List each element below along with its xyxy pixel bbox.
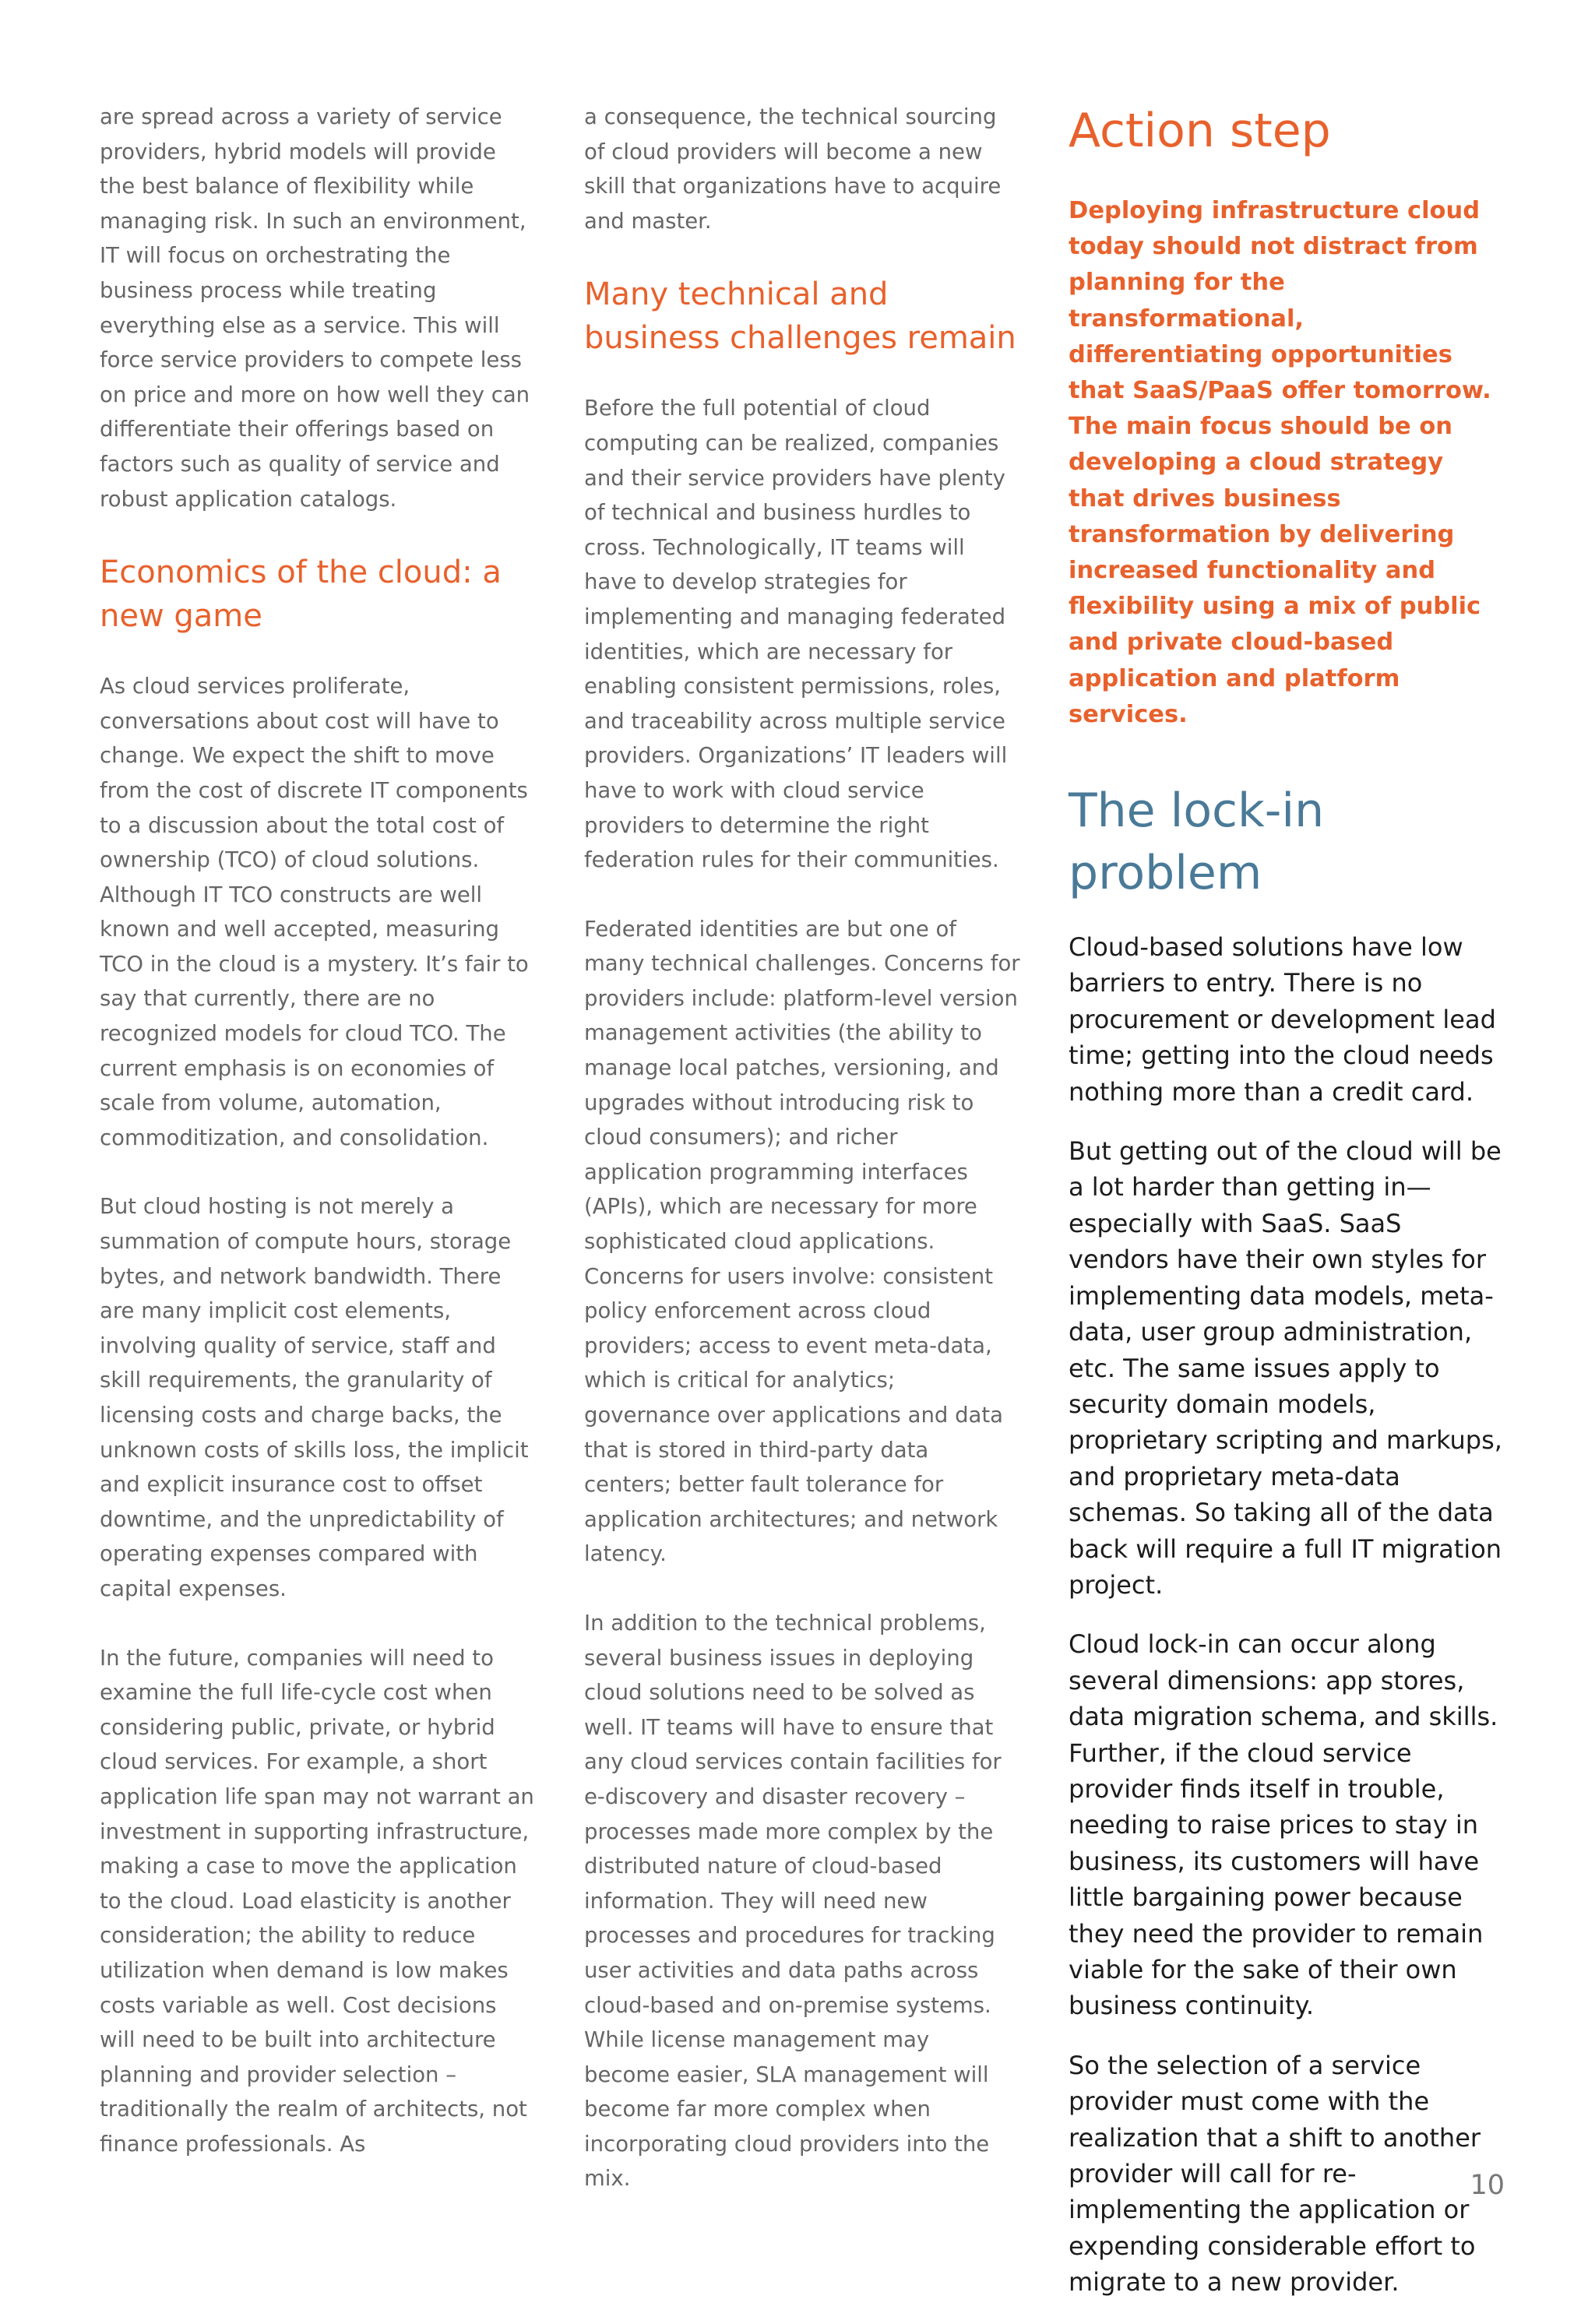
col2-paragraph-4: In addition to the technical problems, several business issues in deploying cloud solutions need to be solved as well. IT teams will have to ensure that any cloud services contain facilities for e-discovery and disaster recovery – processes made more complex by the distributed nature of cloud-based information. They will need new processes and procedures for tracking user activities and data paths across cloud-based and on-premise systems. While license management may become easier, SLA management will become far more complex when incorporating cloud providers into the mix. [584, 1610, 1002, 2192]
col1-paragraph-2: As cloud services proliferate, conversations about cost will have to change. We expect the shift to move from the cost of discrete IT components to a discussion about the total cost of ownership (TCO) of cloud solutions. Although IT TCO constructs are well known and well accepted, measuring TCO in the cloud is a mystery. It’s fair to say that currently, there are no recognized models for cloud TCO. The current emphasis is on economies of scale from volume, automation, commoditization, and consolidation. [100, 674, 529, 1150]
action-step-heading: Action step [1069, 104, 1331, 158]
col1-paragraph-1: are spread across a variety of service providers, hybrid models will provide the best balance of flexibility while managing risk. In such an environment, IT will focus on orchestrating the business process while treating everything else as a service. This will force service providers to compete less on price and more on how well they can differentiate their offerings based on factors such as quality of service and robust application catalogs. [100, 104, 530, 512]
col3-paragraph-2: But getting out of the cloud will be a lot harder than getting in—especially with SaaS. SaaS vendors have their own styles for implementing data models, meta-data, user group administration, etc. The same issues apply to security domain models, proprietary scripting and markups, and proprietary meta-data schemas. So taking all of the data back will require a full IT migration project. [1069, 1136, 1502, 1600]
col3-paragraph-1: Cloud-based solutions have low barriers to entry. There is no procurement or development lead time; getting into the cloud needs nothing more than a credit card. [1069, 932, 1496, 1107]
col3-paragraph-4: So the selection of a service provider must come with the realization that a shift to another provider will call for re-implementing the application or expending considerable effort to migrate to a new provider. [1069, 2050, 1481, 2298]
col2-paragraph-2: Before the full potential of cloud computing can be realized, companies and their service providers have plenty of technical and business hurdles to cross. Technologically, IT teams will have to develop strategies for implementing and managing federated identities, which are necessary for enabling consistent permissions, roles, and traceability across multiple service providers. Organizations’ IT leaders will have to work with cloud service providers to determine the right federation rules for their communities. [584, 396, 1008, 873]
lock-in-heading: The lock-in problem [1069, 783, 1325, 901]
economics-heading: Economics of the cloud: a new game [100, 555, 502, 635]
column-2 [584, 100, 1020, 2231]
col2-paragraph-3: Federated identities are but one of many technical challenges. Concerns for providers include: platform-level version management activities (the ability to manage local patches, versioning, and upgrades without introducing risk to cloud consumers); and richer application programming interfaces (APIs), which are necessary for more sophisticated cloud applications. Concerns for users involve: consistent policy enforcement across cloud providers; access to event meta-data, which is critical for analytics; governance over applications and data that is stored in third-party data centers; better fault tolerance for application architectures; and network latency. [584, 916, 1020, 1567]
col2-paragraph-1: a consequence, the technical sourcing of cloud providers will become a new skill that organizations have to acquire and master. [584, 104, 1002, 234]
column-3 [1069, 100, 1505, 2324]
col1-paragraph-3: But cloud hosting is not merely a summation of compute hours, storage bytes, and network bandwidth. There are many implicit cost elements, involving quality of service, staff and skill requirements, the granularity of licensing costs and charge backs, the unknown costs of skills loss, the implicit and explicit insurance cost to offset downtime, and the unpredictability of operating expenses compared with capital expenses. [100, 1194, 529, 1601]
col3-paragraph-3: Cloud lock-in can occur along several dimensions: app stores, data migration schema, and skills. Further, if the cloud service provider finds itself in trouble, needing to raise prices to stay in business, its customers will have little bargaining power because they need the provider to remain viable for the sake of their own business continuity. [1069, 1629, 1498, 2021]
col1-paragraph-4: In the future, companies will need to examine the full life-cycle cost when considering public, private, or hybrid cloud services. For example, a short application life span may not warrant an investment in supporting infrastructure, making a case to move the application to the cloud. Load elasticity is another consideration; the ability to reduce utilization when demand is low makes costs variable as well. Cost decisions will need to be built into architecture planning and provider selection – traditionally the realm of architects, not finance professionals. As [100, 1645, 534, 2157]
column-1 [100, 100, 536, 2195]
challenges-heading: Many technical and business challenges remain [584, 276, 1016, 357]
page-number: 10 [1470, 2170, 1505, 2201]
action-step-callout: Deploying infrastructure cloud today should not distract from planning for the transformational, differentiating opportunities that SaaS/PaaS offer tomorrow. The main focus should be on developing a cloud strategy that drives business transformation by delivering increased functionality and flexibility using a mix of public and private cloud-based application and platform services. [1069, 197, 1491, 728]
